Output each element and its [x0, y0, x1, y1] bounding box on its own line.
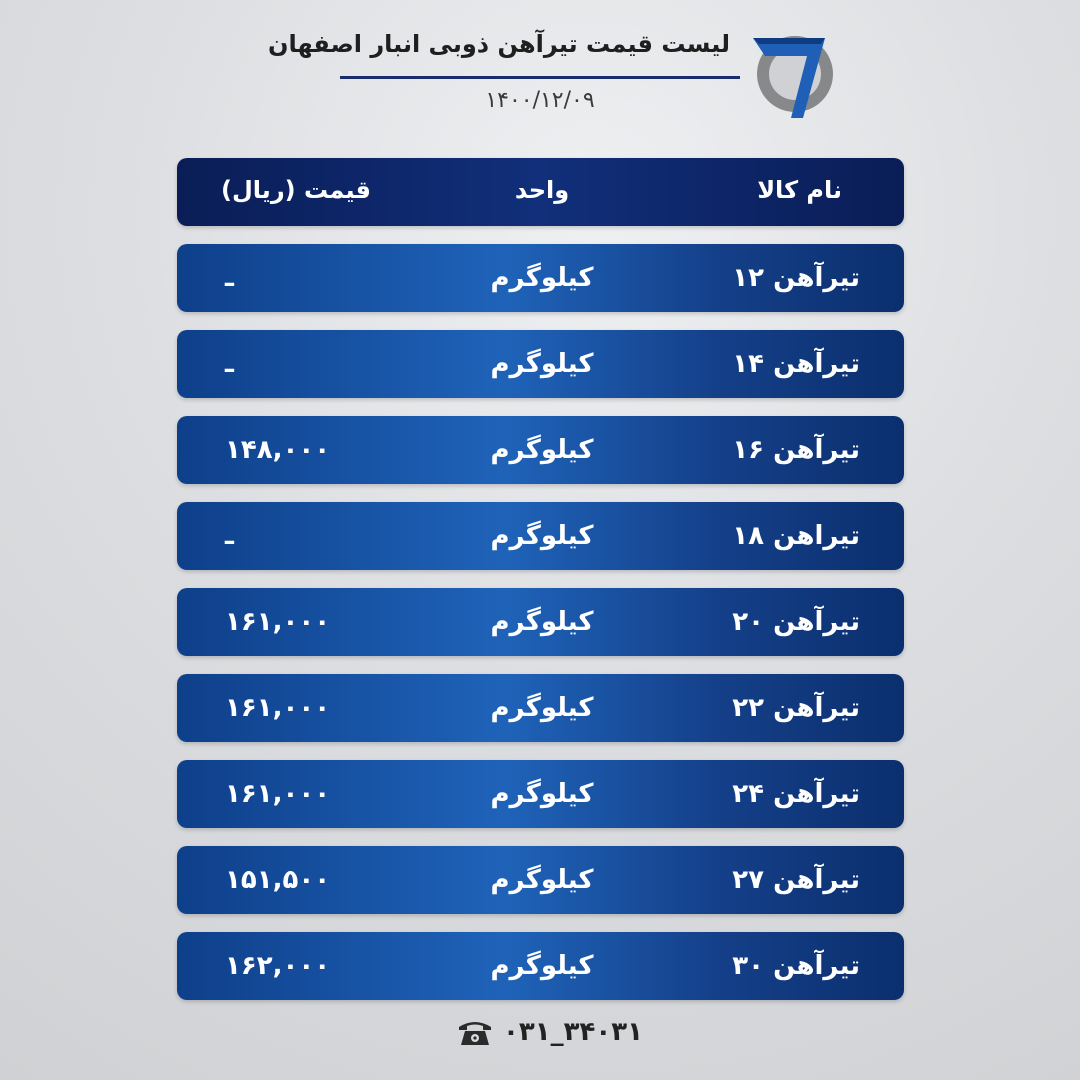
- price-table: [177, 158, 904, 1018]
- product-name: تیرآهن ۱۴: [732, 349, 860, 379]
- product-unit: کیلوگرم: [490, 779, 594, 809]
- table-row: [177, 330, 904, 398]
- product-price: ـ: [225, 521, 234, 551]
- table-row: [177, 846, 904, 914]
- product-price: ۱۴۸,۰۰۰: [225, 435, 331, 465]
- product-name: تیرآهن ۲۷: [732, 865, 860, 895]
- page-title: لیست قیمت تیرآهن ذوبی انبار اصفهان: [267, 30, 730, 58]
- product-name: تیرآهن ۱۲: [732, 263, 860, 293]
- product-price: ۱۵۱,۵۰۰: [225, 865, 331, 895]
- product-unit: کیلوگرم: [490, 607, 594, 637]
- product-name: تیرآهن ۲۰: [732, 607, 860, 637]
- telephone-icon: [457, 1017, 493, 1047]
- table-row: [177, 244, 904, 312]
- price-date: ۱۴۰۰/۱۲/۰۹: [485, 88, 595, 113]
- product-unit: کیلوگرم: [490, 951, 594, 981]
- product-unit: کیلوگرم: [490, 521, 594, 551]
- product-name: تیرآهن ۲۲: [732, 693, 860, 723]
- title-underline: [340, 76, 740, 79]
- table-row: [177, 502, 904, 570]
- contact-footer: [440, 1012, 660, 1052]
- table-row: [177, 674, 904, 742]
- column-header-product: نام کالا: [757, 176, 842, 204]
- product-unit: کیلوگرم: [490, 435, 594, 465]
- product-price: ۱۶۱,۰۰۰: [225, 607, 331, 637]
- product-price: ۱۶۱,۰۰۰: [225, 693, 331, 723]
- table-row: [177, 932, 904, 1000]
- column-header-price: قیمت (ریال): [221, 176, 371, 204]
- product-unit: کیلوگرم: [490, 263, 594, 293]
- table-row: [177, 416, 904, 484]
- product-name: تیرآهن ۳۰: [732, 951, 860, 981]
- product-name: تیرآهن ۲۴: [732, 779, 860, 809]
- product-price: ۱۶۱,۰۰۰: [225, 779, 331, 809]
- product-price: ـ: [225, 263, 234, 293]
- table-header-row: [177, 158, 904, 226]
- product-unit: کیلوگرم: [490, 349, 594, 379]
- product-unit: کیلوگرم: [490, 865, 594, 895]
- product-name: تیراهن ۱۸: [732, 521, 860, 551]
- phone-number[interactable]: ۰۳۱_۳۴۰۳۱: [503, 1017, 643, 1047]
- column-header-unit: واحد: [514, 176, 570, 204]
- table-row: [177, 588, 904, 656]
- product-price: ـ: [225, 349, 234, 379]
- product-name: تیرآهن ۱۶: [732, 435, 860, 465]
- product-price: ۱۶۲,۰۰۰: [225, 951, 331, 981]
- product-unit: کیلوگرم: [490, 693, 594, 723]
- table-row: [177, 760, 904, 828]
- company-logo: [745, 28, 837, 120]
